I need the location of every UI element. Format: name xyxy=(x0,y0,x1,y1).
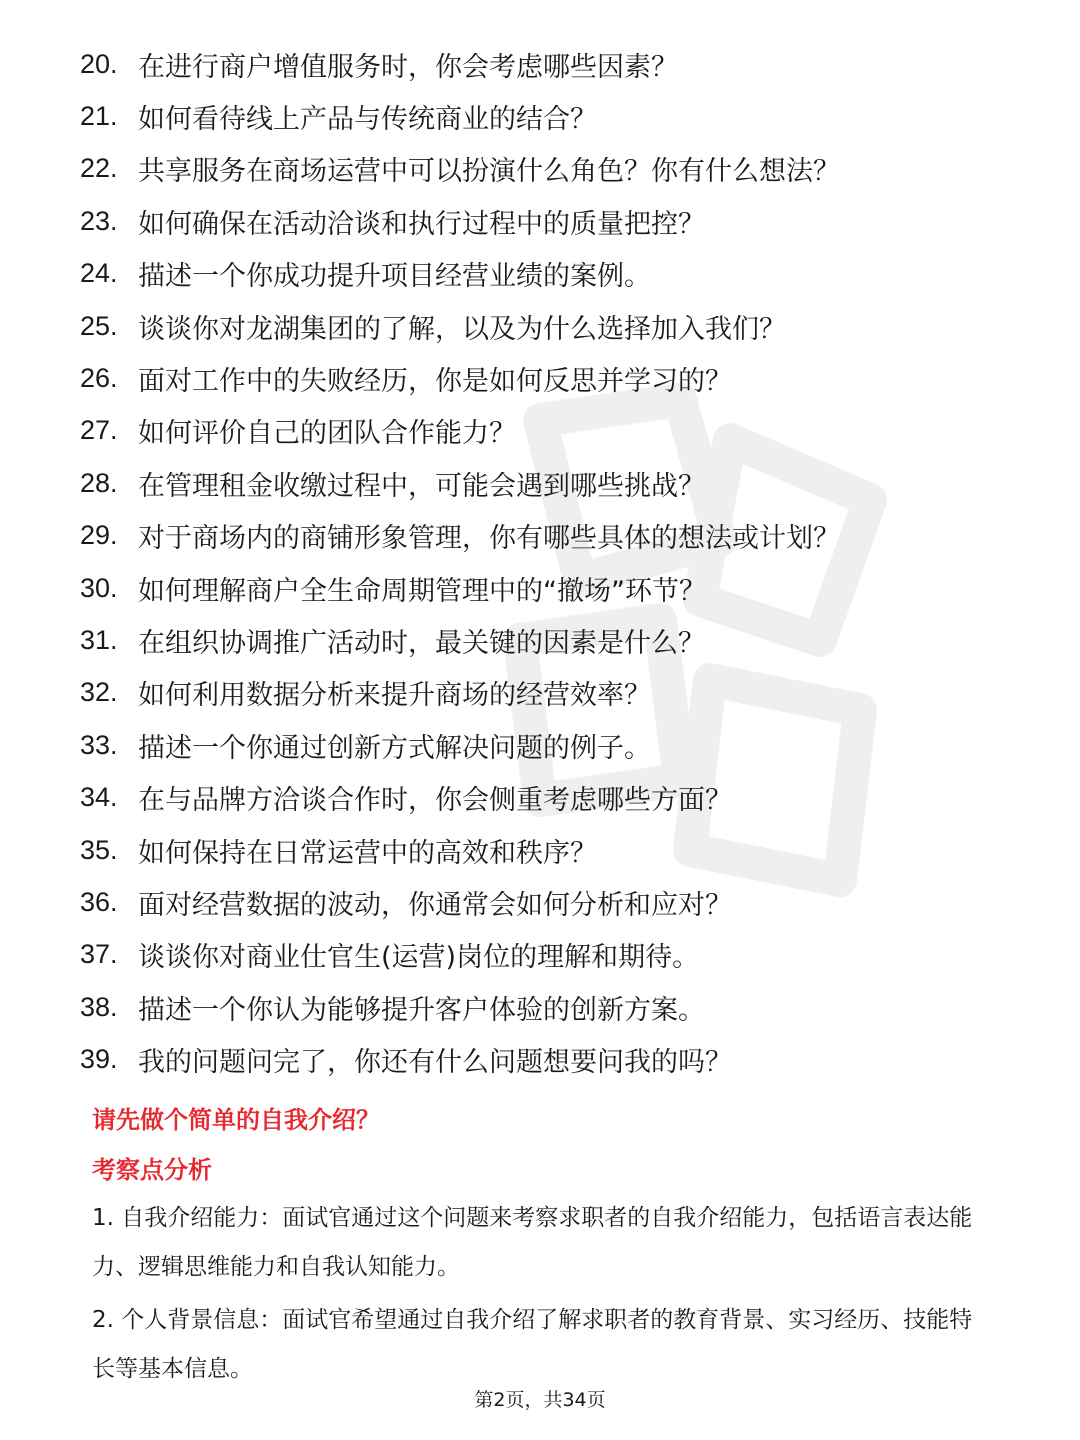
question-item xyxy=(80,614,1040,666)
question-item xyxy=(80,719,1040,771)
question-number: 33. xyxy=(80,729,118,760)
question-number: 24. xyxy=(80,258,118,289)
question-number: 25. xyxy=(80,310,118,341)
question-number: 37. xyxy=(80,939,118,970)
question-number: 20. xyxy=(80,48,118,79)
question-number: 32. xyxy=(80,677,118,708)
question-item xyxy=(80,195,1040,247)
question-text: 在管理租金收缴过程中，可能会遇到哪些挑战？ xyxy=(138,470,705,502)
question-text: 谈谈你对龙湖集团的了解，以及为什么选择加入我们？ xyxy=(138,313,786,345)
question-number: 39. xyxy=(80,1044,118,1075)
question-item xyxy=(80,90,1040,142)
question-number: 23. xyxy=(80,205,118,236)
question-text: 共享服务在商场运营中可以扮演什么角色？你有什么想法？ xyxy=(138,156,840,188)
question-item xyxy=(80,352,1040,404)
question-number: 29. xyxy=(80,520,118,551)
question-text: 面对经营数据的波动，你通常会如何分析和应对？ xyxy=(138,889,732,921)
question-item xyxy=(80,562,1040,614)
question-item xyxy=(80,38,1040,90)
question-text: 描述一个你通过创新方式解决问题的例子。 xyxy=(138,732,651,764)
question-number: 27. xyxy=(80,415,118,446)
question-number: 36. xyxy=(80,886,118,917)
analysis-body xyxy=(92,1194,992,1394)
section-heading: 考察点分析 xyxy=(92,1156,212,1184)
question-text: 如何确保在活动洽谈和执行过程中的质量把控？ xyxy=(138,208,705,240)
question-text: 如何理解商户全生命周期管理中的“撤场”环节？ xyxy=(138,575,706,607)
question-item xyxy=(80,405,1040,457)
question-text: 如何看待线上产品与传统商业的结合？ xyxy=(138,104,597,136)
question-item xyxy=(80,300,1040,352)
question-item xyxy=(80,981,1040,1033)
question-number: 30. xyxy=(80,572,118,603)
question-text: 在进行商户增值服务时，你会考虑哪些因素？ xyxy=(138,51,678,83)
question-text: 描述一个你认为能够提升客户体验的创新方案。 xyxy=(138,994,705,1026)
question-item xyxy=(80,510,1040,562)
question-number: 38. xyxy=(80,991,118,1022)
question-text: 如何利用数据分析来提升商场的经营效率？ xyxy=(138,680,651,712)
question-number: 31. xyxy=(80,624,118,655)
question-number: 35. xyxy=(80,834,118,865)
question-item xyxy=(80,457,1040,509)
question-number: 34. xyxy=(80,782,118,813)
question-number: 22. xyxy=(80,153,118,184)
analysis-paragraph: 1. 自我介绍能力：面试官通过这个问题来考察求职者的自我介绍能力，包括语言表达能力、逻辑思维能力和自我认知能力。 xyxy=(92,1205,973,1280)
question-list xyxy=(80,38,1040,1086)
question-text: 面对工作中的失败经历，你是如何反思并学习的？ xyxy=(138,366,732,398)
question-item xyxy=(80,824,1040,876)
question-number: 21. xyxy=(80,101,118,132)
analysis-paragraph: 2. 个人背景信息：面试官希望通过自我介绍了解求职者的教育背景、实习经历、技能特长等基本信息。 xyxy=(92,1307,973,1382)
question-item xyxy=(80,876,1040,928)
question-item xyxy=(80,1033,1040,1085)
question-text: 如何保持在日常运营中的高效和秩序？ xyxy=(138,837,597,869)
section-question: 请先做个简单的自我介绍？ xyxy=(92,1106,380,1134)
question-text: 谈谈你对商业仕官生(运营)岗位的理解和期待。 xyxy=(138,942,700,974)
question-text: 对于商场内的商铺形象管理，你有哪些具体的想法或计划？ xyxy=(138,523,840,555)
question-item xyxy=(80,143,1040,195)
question-text: 在与品牌方洽谈合作时，你会侧重考虑哪些方面？ xyxy=(138,785,732,817)
question-number: 26. xyxy=(80,363,118,394)
question-text: 在组织协调推广活动时，最关键的因素是什么？ xyxy=(138,627,705,659)
question-number: 28. xyxy=(80,467,118,498)
question-item xyxy=(80,248,1040,300)
page-footer: 第2页，共34页 xyxy=(474,1389,606,1411)
answer-section xyxy=(92,1100,992,1394)
question-item xyxy=(80,929,1040,981)
question-text: 如何评价自己的团队合作能力？ xyxy=(138,418,516,450)
question-item xyxy=(80,667,1040,719)
question-text: 我的问题问完了，你还有什么问题想要问我的吗？ xyxy=(138,1047,732,1079)
question-text: 描述一个你成功提升项目经营业绩的案例。 xyxy=(138,261,651,293)
question-item xyxy=(80,771,1040,823)
